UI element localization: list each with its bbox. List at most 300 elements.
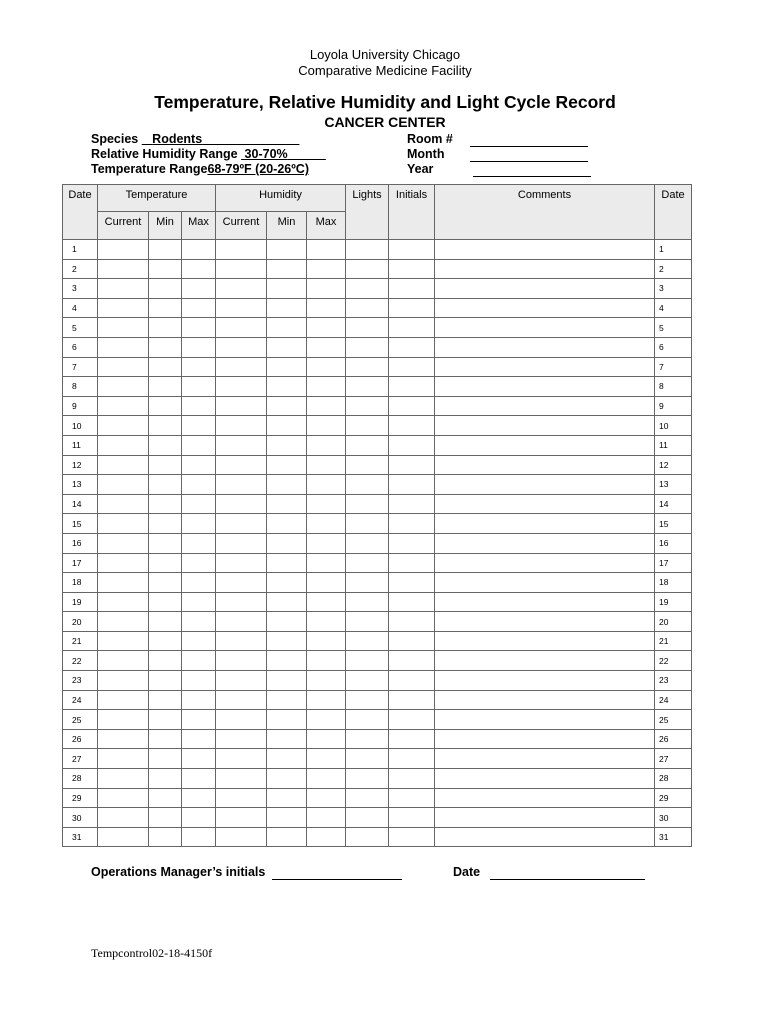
entry-cell[interactable] [216,808,267,828]
entry-cell[interactable] [346,514,389,534]
entry-cell[interactable] [149,808,182,828]
entry-cell[interactable] [346,788,389,808]
entry-cell[interactable] [389,514,435,534]
entry-cell[interactable] [389,612,435,632]
entry-cell[interactable] [98,769,149,789]
row-date-right: 6 [655,337,692,357]
entry-cell[interactable] [435,357,655,377]
entry-cell[interactable] [182,788,216,808]
entry-cell[interactable] [98,416,149,436]
row-date-right: 20 [655,612,692,632]
entry-cell[interactable] [346,671,389,691]
entry-cell[interactable] [346,769,389,789]
entry-cell[interactable] [389,377,435,397]
entry-cell[interactable] [216,337,267,357]
entry-cell[interactable] [182,318,216,338]
entry-cell[interactable] [389,416,435,436]
entry-cell[interactable] [267,769,307,789]
entry-cell[interactable] [98,357,149,377]
entry-cell[interactable] [216,651,267,671]
entry-cell[interactable] [346,808,389,828]
entry-cell[interactable] [149,494,182,514]
entry-cell[interactable] [98,592,149,612]
entry-cell[interactable] [389,749,435,769]
entry-cell[interactable] [389,769,435,789]
row-date-right: 25 [655,710,692,730]
entry-cell[interactable] [98,729,149,749]
entry-cell[interactable] [346,553,389,573]
entry-cell[interactable] [389,573,435,593]
entry-cell[interactable] [389,357,435,377]
entry-cell[interactable] [182,396,216,416]
entry-cell[interactable] [435,259,655,279]
entry-cell[interactable] [267,514,307,534]
entry-cell[interactable] [267,729,307,749]
entry-cell[interactable] [307,455,346,475]
entry-cell[interactable] [182,671,216,691]
entry-cell[interactable] [307,357,346,377]
entry-cell[interactable] [98,612,149,632]
entry-cell[interactable] [435,318,655,338]
entry-cell[interactable] [182,259,216,279]
entry-cell[interactable] [346,533,389,553]
entry-cell[interactable] [346,318,389,338]
entry-cell[interactable] [267,377,307,397]
entry-cell[interactable] [307,769,346,789]
entry-cell[interactable] [346,631,389,651]
entry-cell[interactable] [267,690,307,710]
ops-manager-input-line[interactable] [272,879,402,880]
entry-cell[interactable] [389,279,435,299]
entry-cell[interactable] [98,475,149,495]
entry-cell[interactable] [346,377,389,397]
entry-cell[interactable] [346,396,389,416]
entry-cell[interactable] [307,435,346,455]
row-date: 16 [63,533,98,553]
entry-cell[interactable] [389,475,435,495]
entry-cell[interactable] [149,298,182,318]
entry-cell[interactable] [307,690,346,710]
entry-cell[interactable] [267,553,307,573]
entry-cell[interactable] [435,592,655,612]
entry-cell[interactable] [216,729,267,749]
entry-cell[interactable] [216,533,267,553]
entry-cell[interactable] [389,240,435,260]
entry-cell[interactable] [346,827,389,847]
entry-cell[interactable] [216,749,267,769]
entry-cell[interactable] [267,573,307,593]
entry-cell[interactable] [98,337,149,357]
entry-cell[interactable] [182,710,216,730]
entry-cell[interactable] [98,396,149,416]
entry-cell[interactable] [98,788,149,808]
entry-cell[interactable] [267,749,307,769]
entry-cell[interactable] [435,573,655,593]
entry-cell[interactable] [267,671,307,691]
entry-cell[interactable] [389,631,435,651]
entry-cell[interactable] [346,749,389,769]
entry-cell[interactable] [182,533,216,553]
signoff-date-input-line[interactable] [490,879,645,880]
form-code: Tempcontrol02-18-4150f [91,946,213,960]
entry-cell[interactable] [182,475,216,495]
entry-cell[interactable] [216,396,267,416]
room-input-line[interactable] [470,146,588,147]
entry-cell[interactable] [98,279,149,299]
entry-cell[interactable] [389,808,435,828]
entry-cell[interactable] [216,455,267,475]
entry-cell[interactable] [435,298,655,318]
entry-cell[interactable] [149,435,182,455]
entry-cell[interactable] [98,298,149,318]
entry-cell[interactable] [346,651,389,671]
table-row [63,455,692,475]
entry-cell[interactable] [267,631,307,651]
entry-cell[interactable] [216,612,267,632]
entry-cell[interactable] [267,298,307,318]
entry-cell[interactable] [182,651,216,671]
entry-cell[interactable] [216,788,267,808]
entry-cell[interactable] [149,651,182,671]
entry-cell[interactable] [149,318,182,338]
entry-cell[interactable] [267,455,307,475]
entry-cell[interactable] [435,337,655,357]
entry-cell[interactable] [216,259,267,279]
entry-cell[interactable] [267,533,307,553]
entry-cell[interactable] [307,240,346,260]
entry-cell[interactable] [267,788,307,808]
entry-cell[interactable] [182,514,216,534]
entry-cell[interactable] [389,710,435,730]
entry-cell[interactable] [149,612,182,632]
date-header: Date [63,185,98,240]
entry-cell[interactable] [216,240,267,260]
entry-cell[interactable] [435,533,655,553]
entry-cell[interactable] [435,769,655,789]
entry-cell[interactable] [389,553,435,573]
entry-cell[interactable] [182,377,216,397]
entry-cell[interactable] [307,612,346,632]
entry-cell[interactable] [346,240,389,260]
entry-cell[interactable] [435,808,655,828]
entry-cell[interactable] [216,377,267,397]
entry-cell[interactable] [389,396,435,416]
entry-cell[interactable] [98,553,149,573]
entry-cell[interactable] [216,475,267,495]
entry-cell[interactable] [307,651,346,671]
entry-cell[interactable] [307,827,346,847]
entry-cell[interactable] [149,259,182,279]
entry-cell[interactable] [307,808,346,828]
entry-cell[interactable] [149,710,182,730]
entry-cell[interactable] [307,749,346,769]
entry-cell[interactable] [182,435,216,455]
entry-cell[interactable] [98,514,149,534]
entry-cell[interactable] [182,690,216,710]
entry-cell[interactable] [149,475,182,495]
entry-cell[interactable] [435,651,655,671]
entry-cell[interactable] [435,631,655,651]
entry-cell[interactable] [307,279,346,299]
entry-cell[interactable] [267,357,307,377]
entry-cell[interactable] [149,827,182,847]
entry-cell[interactable] [182,357,216,377]
entry-cell[interactable] [98,377,149,397]
entry-cell[interactable] [182,337,216,357]
entry-cell[interactable] [307,533,346,553]
entry-cell[interactable] [346,729,389,749]
entry-cell[interactable] [389,651,435,671]
entry-cell[interactable] [346,710,389,730]
entry-cell[interactable] [98,749,149,769]
entry-cell[interactable] [267,240,307,260]
entry-cell[interactable] [182,416,216,436]
entry-cell[interactable] [307,494,346,514]
entry-cell[interactable] [216,592,267,612]
entry-cell[interactable] [182,573,216,593]
entry-cell[interactable] [182,612,216,632]
entry-cell[interactable] [307,729,346,749]
entry-cell[interactable] [307,298,346,318]
entry-cell[interactable] [389,318,435,338]
entry-cell[interactable] [346,475,389,495]
entry-cell[interactable] [98,651,149,671]
entry-cell[interactable] [216,318,267,338]
entry-cell[interactable] [389,788,435,808]
entry-cell[interactable] [307,396,346,416]
entry-cell[interactable] [346,592,389,612]
entry-cell[interactable] [435,612,655,632]
entry-cell[interactable] [307,592,346,612]
entry-cell[interactable] [307,514,346,534]
entry-cell[interactable] [149,279,182,299]
entry-cell[interactable] [267,396,307,416]
entry-cell[interactable] [182,827,216,847]
entry-cell[interactable] [149,769,182,789]
entry-cell[interactable] [307,416,346,436]
entry-cell[interactable] [307,710,346,730]
entry-cell[interactable] [389,690,435,710]
entry-cell[interactable] [98,240,149,260]
entry-cell[interactable] [149,357,182,377]
entry-cell[interactable] [389,259,435,279]
entry-cell[interactable] [182,553,216,573]
entry-cell[interactable] [216,416,267,436]
entry-cell[interactable] [149,573,182,593]
entry-cell[interactable] [149,631,182,651]
entry-cell[interactable] [216,298,267,318]
entry-cell[interactable] [149,729,182,749]
entry-cell[interactable] [149,553,182,573]
table-row [63,553,692,573]
entry-cell[interactable] [435,416,655,436]
entry-cell[interactable] [149,592,182,612]
entry-cell[interactable] [307,788,346,808]
entry-cell[interactable] [216,573,267,593]
entry-cell[interactable] [216,671,267,691]
entry-cell[interactable] [149,788,182,808]
entry-cell[interactable] [267,259,307,279]
entry-cell[interactable] [182,455,216,475]
entry-cell[interactable] [346,298,389,318]
entry-cell[interactable] [307,318,346,338]
entry-cell[interactable] [346,259,389,279]
lights-header: Lights [346,185,389,240]
table-row [63,808,692,828]
entry-cell[interactable] [182,749,216,769]
entry-cell[interactable] [389,592,435,612]
entry-cell[interactable] [307,377,346,397]
entry-cell[interactable] [216,690,267,710]
entry-cell[interactable] [307,631,346,651]
entry-cell[interactable] [98,808,149,828]
entry-cell[interactable] [98,573,149,593]
entry-cell[interactable] [98,259,149,279]
entry-cell[interactable] [182,729,216,749]
entry-cell[interactable] [182,279,216,299]
entry-cell[interactable] [267,612,307,632]
entry-cell[interactable] [182,298,216,318]
entry-cell[interactable] [216,710,267,730]
entry-cell[interactable] [346,612,389,632]
entry-cell[interactable] [216,357,267,377]
entry-cell[interactable] [267,592,307,612]
entry-cell[interactable] [182,631,216,651]
entry-cell[interactable] [267,416,307,436]
entry-cell[interactable] [267,337,307,357]
entry-cell[interactable] [435,729,655,749]
entry-cell[interactable] [389,455,435,475]
entry-cell[interactable] [435,827,655,847]
entry-cell[interactable] [435,279,655,299]
entry-cell[interactable] [98,631,149,651]
entry-cell[interactable] [267,279,307,299]
entry-cell[interactable] [149,377,182,397]
entry-cell[interactable] [435,671,655,691]
entry-cell[interactable] [307,475,346,495]
entry-cell[interactable] [182,769,216,789]
entry-cell[interactable] [307,573,346,593]
entry-cell[interactable] [435,435,655,455]
entry-cell[interactable] [98,671,149,691]
entry-cell[interactable] [216,631,267,651]
entry-cell[interactable] [216,279,267,299]
entry-cell[interactable] [149,416,182,436]
entry-cell[interactable] [389,337,435,357]
room-label: Room # [407,132,453,146]
entry-cell[interactable] [346,494,389,514]
entry-cell[interactable] [346,357,389,377]
entry-cell[interactable] [149,749,182,769]
entry-cell[interactable] [267,494,307,514]
entry-cell[interactable] [216,827,267,847]
entry-cell[interactable] [216,494,267,514]
entry-cell[interactable] [98,318,149,338]
entry-cell[interactable] [149,533,182,553]
entry-cell[interactable] [435,514,655,534]
entry-cell[interactable] [435,455,655,475]
entry-cell[interactable] [346,279,389,299]
entry-cell[interactable] [98,533,149,553]
entry-cell[interactable] [267,475,307,495]
entry-cell[interactable] [98,827,149,847]
entry-cell[interactable] [389,298,435,318]
entry-cell[interactable] [435,788,655,808]
entry-cell[interactable] [435,377,655,397]
entry-cell[interactable] [149,671,182,691]
entry-cell[interactable] [435,749,655,769]
entry-cell[interactable] [149,455,182,475]
entry-cell[interactable] [346,416,389,436]
entry-cell[interactable] [267,710,307,730]
year-input-line[interactable] [473,176,591,177]
row-date-right: 18 [655,573,692,593]
entry-cell[interactable] [98,710,149,730]
entry-cell[interactable] [267,827,307,847]
entry-cell[interactable] [216,769,267,789]
entry-cell[interactable] [435,475,655,495]
entry-cell[interactable] [435,553,655,573]
entry-cell[interactable] [182,592,216,612]
entry-cell[interactable] [435,494,655,514]
entry-cell[interactable] [389,494,435,514]
entry-cell[interactable] [435,240,655,260]
entry-cell[interactable] [216,514,267,534]
entry-cell[interactable] [346,690,389,710]
entry-cell[interactable] [346,573,389,593]
entry-cell[interactable] [267,435,307,455]
entry-cell[interactable] [149,514,182,534]
entry-cell[interactable] [98,435,149,455]
entry-cell[interactable] [149,240,182,260]
entry-cell[interactable] [389,729,435,749]
temp-current-header: Current [98,212,149,240]
entry-cell[interactable] [389,435,435,455]
entry-cell[interactable] [98,455,149,475]
entry-cell[interactable] [267,318,307,338]
entry-cell[interactable] [389,671,435,691]
entry-cell[interactable] [435,710,655,730]
entry-cell[interactable] [182,494,216,514]
entry-cell[interactable] [216,435,267,455]
entry-cell[interactable] [346,337,389,357]
entry-cell[interactable] [216,553,267,573]
entry-cell[interactable] [346,455,389,475]
entry-cell[interactable] [182,808,216,828]
row-date: 9 [63,396,98,416]
entry-cell[interactable] [389,533,435,553]
entry-cell[interactable] [307,553,346,573]
entry-cell[interactable] [98,690,149,710]
entry-cell[interactable] [267,808,307,828]
entry-cell[interactable] [307,671,346,691]
entry-cell[interactable] [435,690,655,710]
entry-cell[interactable] [182,240,216,260]
entry-cell[interactable] [307,259,346,279]
table-row [63,612,692,632]
entry-cell[interactable] [149,396,182,416]
entry-cell[interactable] [149,337,182,357]
entry-cell[interactable] [346,435,389,455]
entry-cell[interactable] [389,827,435,847]
entry-cell[interactable] [435,396,655,416]
month-input-line[interactable] [470,161,588,162]
entry-cell[interactable] [267,651,307,671]
entry-cell[interactable] [98,494,149,514]
row-date: 29 [63,788,98,808]
entry-cell[interactable] [149,690,182,710]
entry-cell[interactable] [307,337,346,357]
